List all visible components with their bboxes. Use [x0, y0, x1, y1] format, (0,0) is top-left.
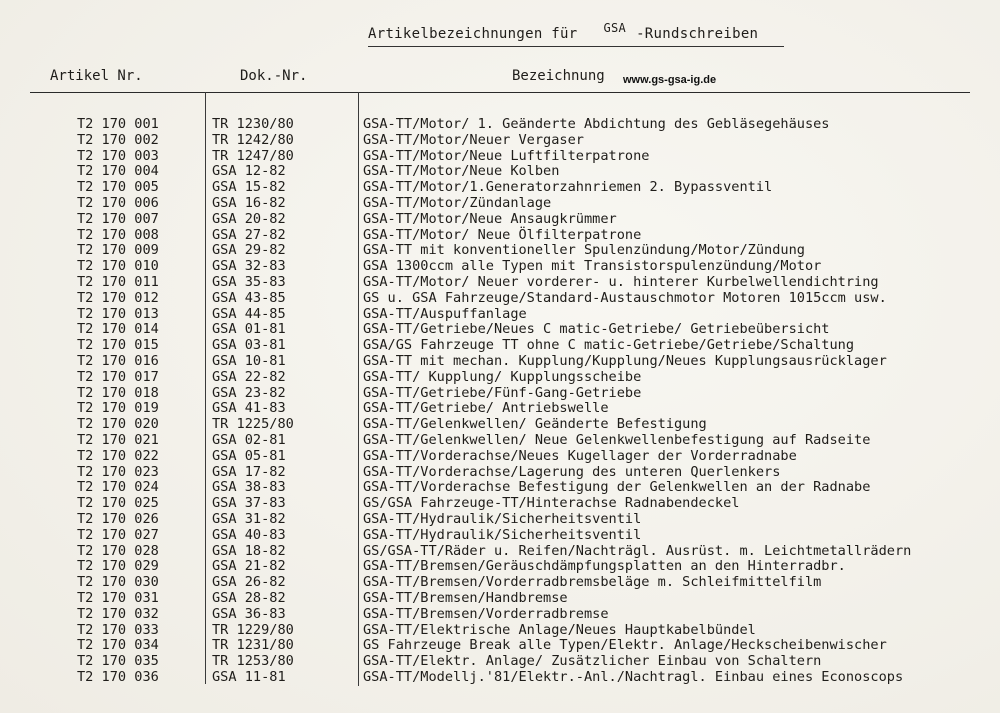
table-row — [0, 386, 1000, 402]
table-row — [0, 670, 1000, 686]
dok-nr: GSA 28-82 — [212, 589, 286, 606]
dok-nr: TR 1242/80 — [212, 131, 294, 148]
dok-nr: GSA 15-82 — [212, 179, 286, 196]
artikel-nr: T2 170 013 — [77, 305, 159, 322]
artikel-nr: T2 170 021 — [77, 431, 159, 448]
dok-nr: GSA 35-83 — [212, 273, 286, 290]
bezeichnung: GSA-TT/Modellj.'81/Elektr.-Anl./Nachtragl. Einbau eines Econoscops — [363, 668, 904, 685]
table-row — [0, 417, 1000, 433]
artikel-nr: T2 170 004 — [77, 163, 159, 180]
bezeichnung: GSA-TT/Motor/Neue Luftfilterpatrone — [363, 147, 650, 164]
dok-nr: GSA 22-82 — [212, 368, 286, 385]
table-row — [0, 480, 1000, 496]
dok-nr: GSA 21-82 — [212, 558, 286, 575]
bezeichnung: GSA 1300ccm alle Typen mit Transistorspulenzündung/Motor — [363, 258, 822, 275]
title-model: GSA — [603, 21, 627, 35]
bezeichnung: GS/GSA Fahrzeuge-TT/Hinterachse Radnabendeckel — [363, 495, 740, 512]
title-underline — [368, 46, 784, 47]
bezeichnung: GSA/GS Fahrzeuge TT ohne C matic-Getriebe/Getriebe/Schaltung — [363, 337, 855, 354]
bezeichnung: GSA-TT/Auspuffanlage — [363, 305, 527, 322]
artikel-nr: T2 170 026 — [77, 510, 159, 527]
table-row — [0, 149, 1000, 165]
table-row — [0, 370, 1000, 386]
artikel-nr: T2 170 020 — [77, 416, 159, 433]
table-row — [0, 354, 1000, 370]
dok-nr: GSA 31-82 — [212, 510, 286, 527]
dok-nr: GSA 29-82 — [212, 242, 286, 259]
bezeichnung: GSA-TT/Gelenkwellen/ Neue Gelenkwellenbefestigung auf Radseite — [363, 431, 871, 448]
dok-nr: GSA 41-83 — [212, 400, 286, 417]
table-row — [0, 275, 1000, 291]
bezeichnung: GSA-TT/Elektr. Anlage/ Zusätzlicher Einbau von Schaltern — [363, 653, 822, 670]
table-row — [0, 307, 1000, 323]
table-row — [0, 449, 1000, 465]
bezeichnung: GSA-TT/Motor/Neue Kolben — [363, 163, 560, 180]
artikel-nr: T2 170 017 — [77, 368, 159, 385]
artikel-nr: T2 170 032 — [77, 605, 159, 622]
bezeichnung: GSA-TT/Motor/Neue Ansaugkrümmer — [363, 210, 617, 227]
artikel-nr: T2 170 010 — [77, 258, 159, 275]
table-row — [0, 212, 1000, 228]
dok-nr: GSA 36-83 — [212, 605, 286, 622]
artikel-nr: T2 170 028 — [77, 542, 159, 559]
table-row — [0, 591, 1000, 607]
bezeichnung: GSA-TT mit mechan. Kupplung/Kupplung/Neues Kupplungsausrücklager — [363, 352, 887, 369]
artikel-nr: T2 170 036 — [77, 668, 159, 685]
table-row — [0, 338, 1000, 354]
artikel-nr: T2 170 008 — [77, 226, 159, 243]
dok-nr: GSA 12-82 — [212, 163, 286, 180]
title-prefix: Artikelbezeichnungen für — [368, 26, 578, 42]
table-row — [0, 228, 1000, 244]
artikel-nr: T2 170 027 — [77, 526, 159, 543]
artikel-nr: T2 170 030 — [77, 574, 159, 591]
artikel-nr: T2 170 018 — [77, 384, 159, 401]
artikel-nr: T2 170 033 — [77, 621, 159, 638]
dok-nr: TR 1231/80 — [212, 637, 294, 654]
table-row — [0, 512, 1000, 528]
dok-nr: GSA 38-83 — [212, 479, 286, 496]
table-row — [0, 544, 1000, 560]
table-row — [0, 496, 1000, 512]
bezeichnung: GSA-TT mit konventioneller Spulenzündung/Motor/Zündung — [363, 242, 805, 259]
table-row — [0, 623, 1000, 639]
dok-nr: TR 1247/80 — [212, 147, 294, 164]
artikel-nr: T2 170 011 — [77, 273, 159, 290]
table-row — [0, 133, 1000, 149]
table-row — [0, 575, 1000, 591]
table-row — [0, 433, 1000, 449]
bezeichnung: GSA-TT/Bremsen/Vorderradbremse — [363, 605, 609, 622]
artikel-nr: T2 170 019 — [77, 400, 159, 417]
table-row — [0, 117, 1000, 133]
bezeichnung: GSA-TT/Motor/ Neuer vorderer- u. hinterer Kurbelwellendichtring — [363, 273, 879, 290]
bezeichnung: GSA-TT/ Kupplung/ Kupplungsscheibe — [363, 368, 642, 385]
title-suffix: -Rundschreiben — [636, 26, 759, 42]
bezeichnung: GS/GSA-TT/Räder u. Reifen/Nachträgl. Ausrüst. m. Leichtmetallrädern — [363, 542, 912, 559]
artikel-nr: T2 170 005 — [77, 179, 159, 196]
bezeichnung: GS Fahrzeuge Break alle Typen/Elektr. Anlage/Heckscheibenwischer — [363, 637, 887, 654]
artikel-nr: T2 170 006 — [77, 194, 159, 211]
bezeichnung: GSA-TT/Bremsen/Geräuschdämpfungsplatten an den Hinterradbr. — [363, 558, 846, 575]
artikel-nr: T2 170 034 — [77, 637, 159, 654]
table-row — [0, 607, 1000, 623]
bezeichnung: GSA-TT/Motor/1.Generatorzahnriemen 2. Bypassventil — [363, 179, 773, 196]
artikel-nr: T2 170 035 — [77, 653, 159, 670]
bezeichnung: GSA-TT/Hydraulik/Sicherheitsventil — [363, 526, 642, 543]
dok-nr: GSA 05-81 — [212, 447, 286, 464]
table-row — [0, 401, 1000, 417]
dok-nr: GSA 02-81 — [212, 431, 286, 448]
dok-nr: TR 1225/80 — [212, 416, 294, 433]
dok-nr: GSA 26-82 — [212, 574, 286, 591]
table-row — [0, 164, 1000, 180]
artikel-nr: T2 170 007 — [77, 210, 159, 227]
bezeichnung: GSA-TT/Getriebe/ Antriebswelle — [363, 400, 609, 417]
artikel-nr: T2 170 014 — [77, 321, 159, 338]
bezeichnung: GSA-TT/Hydraulik/Sicherheitsventil — [363, 510, 642, 527]
bezeichnung: GSA-TT/Vorderachse/Neues Kugellager der Vorderradnabe — [363, 447, 797, 464]
dok-nr: GSA 10-81 — [212, 352, 286, 369]
watermark-url: www.gs-gsa-ig.de — [623, 74, 717, 86]
artikel-nr: T2 170 022 — [77, 447, 159, 464]
dok-nr: GSA 20-82 — [212, 210, 286, 227]
artikel-nr: T2 170 012 — [77, 289, 159, 306]
artikel-nr: T2 170 023 — [77, 463, 159, 480]
dok-nr: TR 1230/80 — [212, 116, 294, 132]
artikel-nr: T2 170 029 — [77, 558, 159, 575]
dok-nr: TR 1229/80 — [212, 621, 294, 638]
artikel-nr: T2 170 001 — [77, 116, 159, 132]
dok-nr: GSA 44-85 — [212, 305, 286, 322]
table-row — [0, 638, 1000, 654]
artikel-nr: T2 170 015 — [77, 337, 159, 354]
bezeichnung: GSA-TT/Vorderachse/Lagerung des unteren Querlenkers — [363, 463, 781, 480]
bezeichnung: GSA-TT/Motor/ 1. Geänderte Abdichtung des Gebläsegehäuses — [363, 116, 830, 132]
bezeichnung: GSA-TT/Bremsen/Vorderradbremsbeläge m. Schleifmittelfilm — [363, 574, 822, 591]
dok-nr: GSA 23-82 — [212, 384, 286, 401]
bezeichnung: GSA-TT/Motor/Neuer Vergaser — [363, 131, 584, 148]
dok-nr: GSA 27-82 — [212, 226, 286, 243]
dok-nr: GSA 17-82 — [212, 463, 286, 480]
header-dok: Dok.-Nr. — [240, 68, 308, 84]
dok-nr: GSA 32-83 — [212, 258, 286, 275]
table-row — [0, 528, 1000, 544]
bezeichnung: GSA-TT/Motor/ Neue Ölfilterpatrone — [363, 226, 642, 243]
table-row — [0, 243, 1000, 259]
artikel-nr: T2 170 024 — [77, 479, 159, 496]
header-artikel: Artikel Nr. — [50, 68, 143, 84]
bezeichnung: GSA-TT/Motor/Zündanlage — [363, 194, 552, 211]
dok-nr: GSA 11-81 — [212, 668, 286, 685]
dok-nr: GSA 37-83 — [212, 495, 286, 512]
artikel-nr: T2 170 016 — [77, 352, 159, 369]
table-row — [0, 559, 1000, 575]
artikel-nr: T2 170 003 — [77, 147, 159, 164]
dok-nr: GSA 01-81 — [212, 321, 286, 338]
table-row — [0, 322, 1000, 338]
bezeichnung: GSA-TT/Gelenkwellen/ Geänderte Befestigung — [363, 416, 707, 433]
document-title — [368, 21, 759, 42]
bezeichnung: GSA-TT/Bremsen/Handbremse — [363, 589, 568, 606]
table-row — [0, 259, 1000, 275]
table-row — [0, 180, 1000, 196]
dok-nr: GSA 40-83 — [212, 526, 286, 543]
bezeichnung: GSA-TT/Getriebe/Fünf-Gang-Getriebe — [363, 384, 642, 401]
table-row — [0, 291, 1000, 307]
table-row — [0, 465, 1000, 481]
header-bezeichnung: Bezeichnung — [512, 68, 605, 84]
bezeichnung: GSA-TT/Elektrische Anlage/Neues Hauptkabelbündel — [363, 621, 756, 638]
artikel-nr: T2 170 002 — [77, 131, 159, 148]
dok-nr: GSA 16-82 — [212, 194, 286, 211]
dok-nr: TR 1253/80 — [212, 653, 294, 670]
artikel-nr: T2 170 025 — [77, 495, 159, 512]
dok-nr: GSA 18-82 — [212, 542, 286, 559]
article-table — [0, 117, 1000, 686]
bezeichnung: GSA-TT/Vorderachse Befestigung der Gelenkwellen an der Radnabe — [363, 479, 871, 496]
header-rule — [30, 92, 970, 93]
table-row — [0, 196, 1000, 212]
artikel-nr: T2 170 009 — [77, 242, 159, 259]
dok-nr: GSA 43-85 — [212, 289, 286, 306]
artikel-nr: T2 170 031 — [77, 589, 159, 606]
bezeichnung: GS u. GSA Fahrzeuge/Standard-Austauschmotor Motoren 1015ccm usw. — [363, 289, 887, 306]
bezeichnung: GSA-TT/Getriebe/Neues C matic-Getriebe/ Getriebeübersicht — [363, 321, 830, 338]
dok-nr: GSA 03-81 — [212, 337, 286, 354]
table-row — [0, 654, 1000, 670]
